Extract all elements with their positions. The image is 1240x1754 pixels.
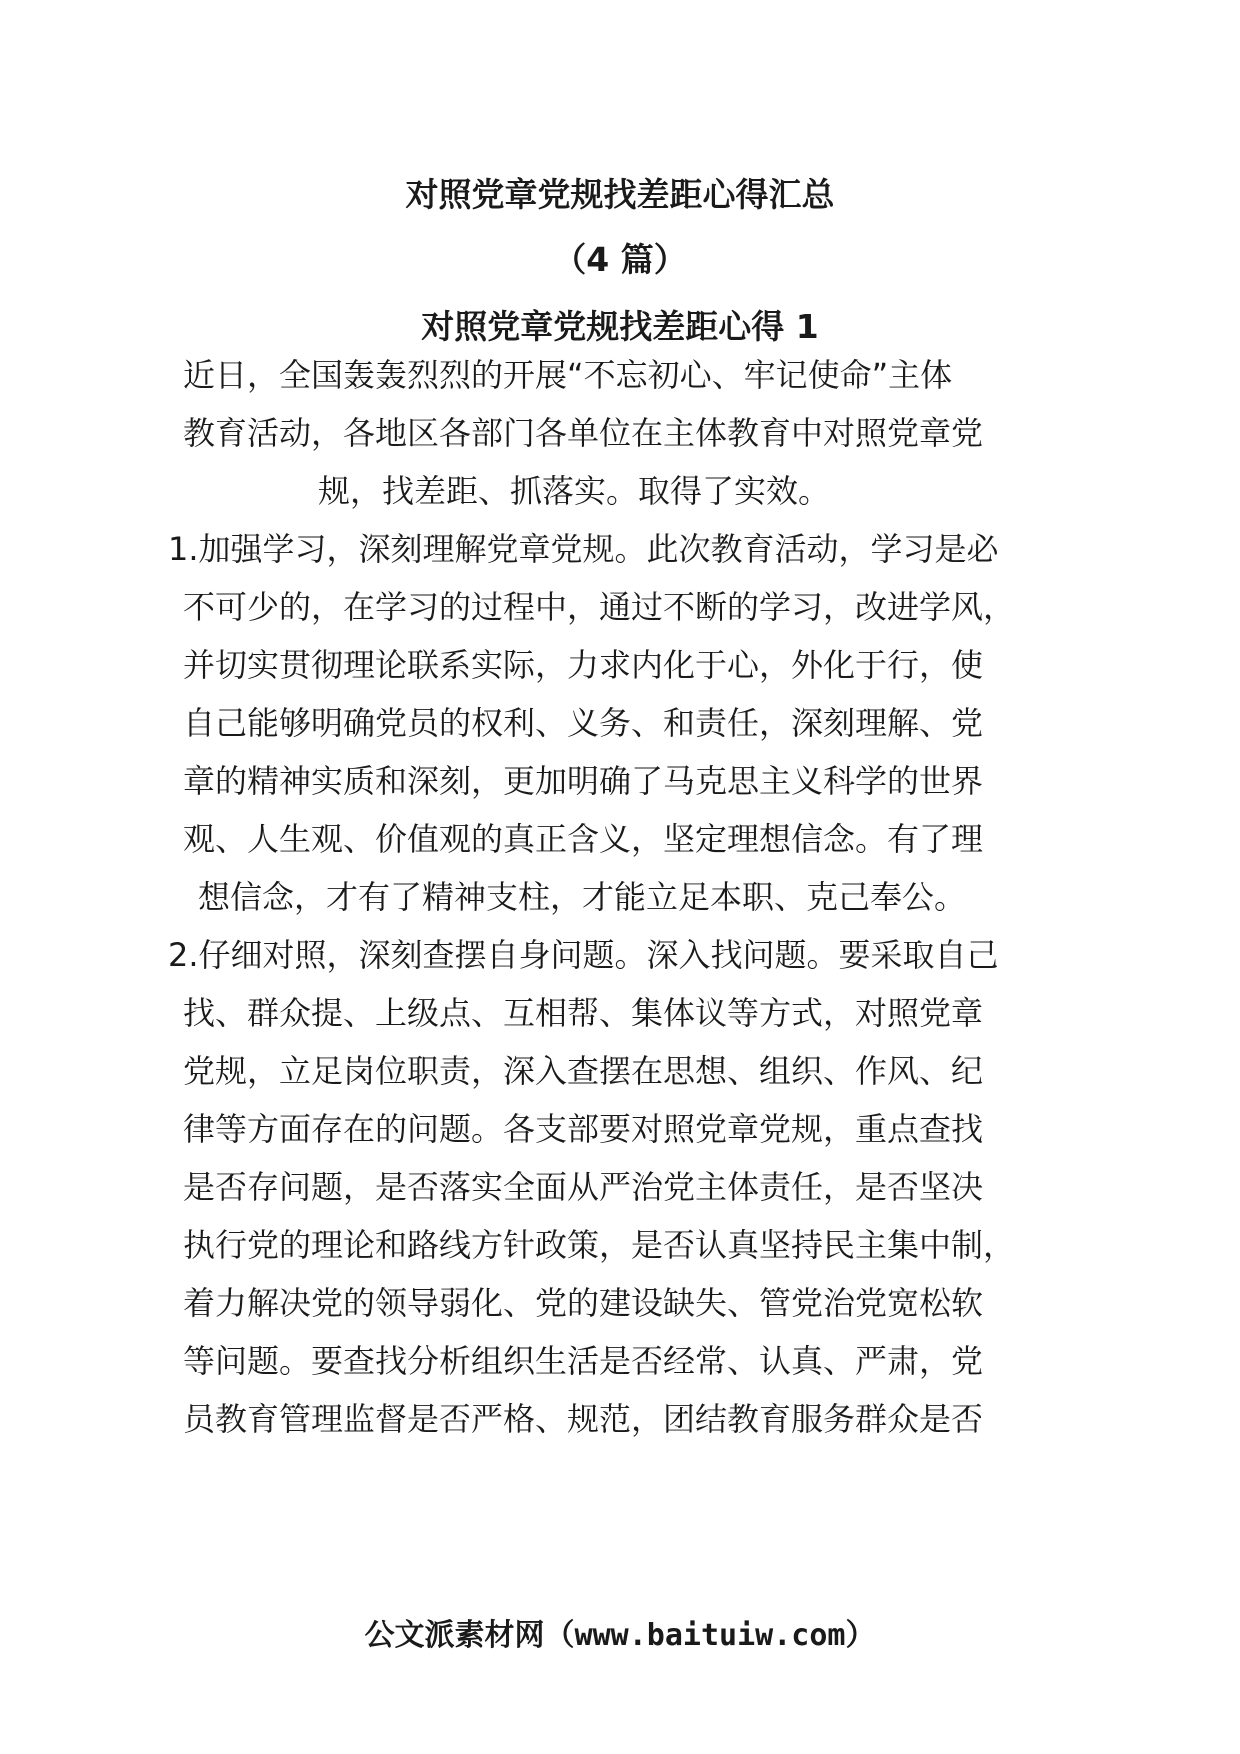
- body-line: 教育活动，各地区各部门各单位在主体教育中对照党章党: [183, 414, 984, 452]
- body-line: 想信念，才有了精神支柱，才能立足本职、克己奉公。: [198, 878, 967, 916]
- body-line: 着力解决党的领导弱化、党的建设缺失、管党治党宽松软: [183, 1284, 984, 1322]
- body-line: 找、群众提、上级点、互相帮、集体议等方式，对照党章: [183, 994, 984, 1032]
- body-line: 自己能够明确党员的权利、义务、和责任，深刻理解、党: [183, 704, 984, 742]
- body-line: 近日，全国轰轰烈烈的开展“不忘初心、牢记使命”主体: [183, 356, 953, 394]
- body-line: 等问题。要查找分析组织生活是否经常、认真、严肃，党: [183, 1342, 984, 1380]
- body-line: 并切实贯彻理论联系实际，力求内化于心，外化于行，使: [183, 646, 984, 684]
- footer-site-name: 公文派素材网: [364, 1618, 545, 1653]
- body-line: 观、人生观、价值观的真正含义，坚定理想信念。有了理: [183, 820, 984, 858]
- body-line: 2.仔细对照，深刻查摆自身问题。深入找问题。要采取自己: [168, 936, 999, 974]
- body-line: 执行党的理论和路线方针政策，是否认真坚持民主集中制，: [183, 1226, 1016, 1264]
- footer-url: （www.baituiw.com）: [544, 1618, 876, 1653]
- body-line: 不可少的，在学习的过程中，通过不断的学习，改进学风，: [183, 588, 1016, 626]
- body-line: 是否存问题，是否落实全面从严治党主体责任，是否坚决: [183, 1168, 984, 1206]
- body-line: 规，找差距、抓落实。取得了实效。: [318, 472, 831, 510]
- page-footer: [0, 1616, 1240, 1656]
- section-heading: 对照党章党规找差距心得 1: [421, 307, 819, 346]
- body-line: 律等方面存在的问题。各支部要对照党章党规，重点查找: [183, 1110, 984, 1148]
- document-title: 对照党章党规找差距心得汇总: [405, 175, 835, 214]
- body-line: 党规，立足岗位职责，深入查摆在思想、组织、作风、纪: [183, 1052, 984, 1090]
- body-line: 章的精神实质和深刻，更加明确了马克思主义科学的世界: [183, 762, 984, 800]
- body-line: 员教育管理监督是否严格、规范，团结教育服务群众是否: [183, 1400, 984, 1438]
- body-line: 1.加强学习，深刻理解党章党规。此次教育活动，学习是必: [168, 530, 999, 568]
- document-subtitle: （4 篇）: [553, 240, 687, 279]
